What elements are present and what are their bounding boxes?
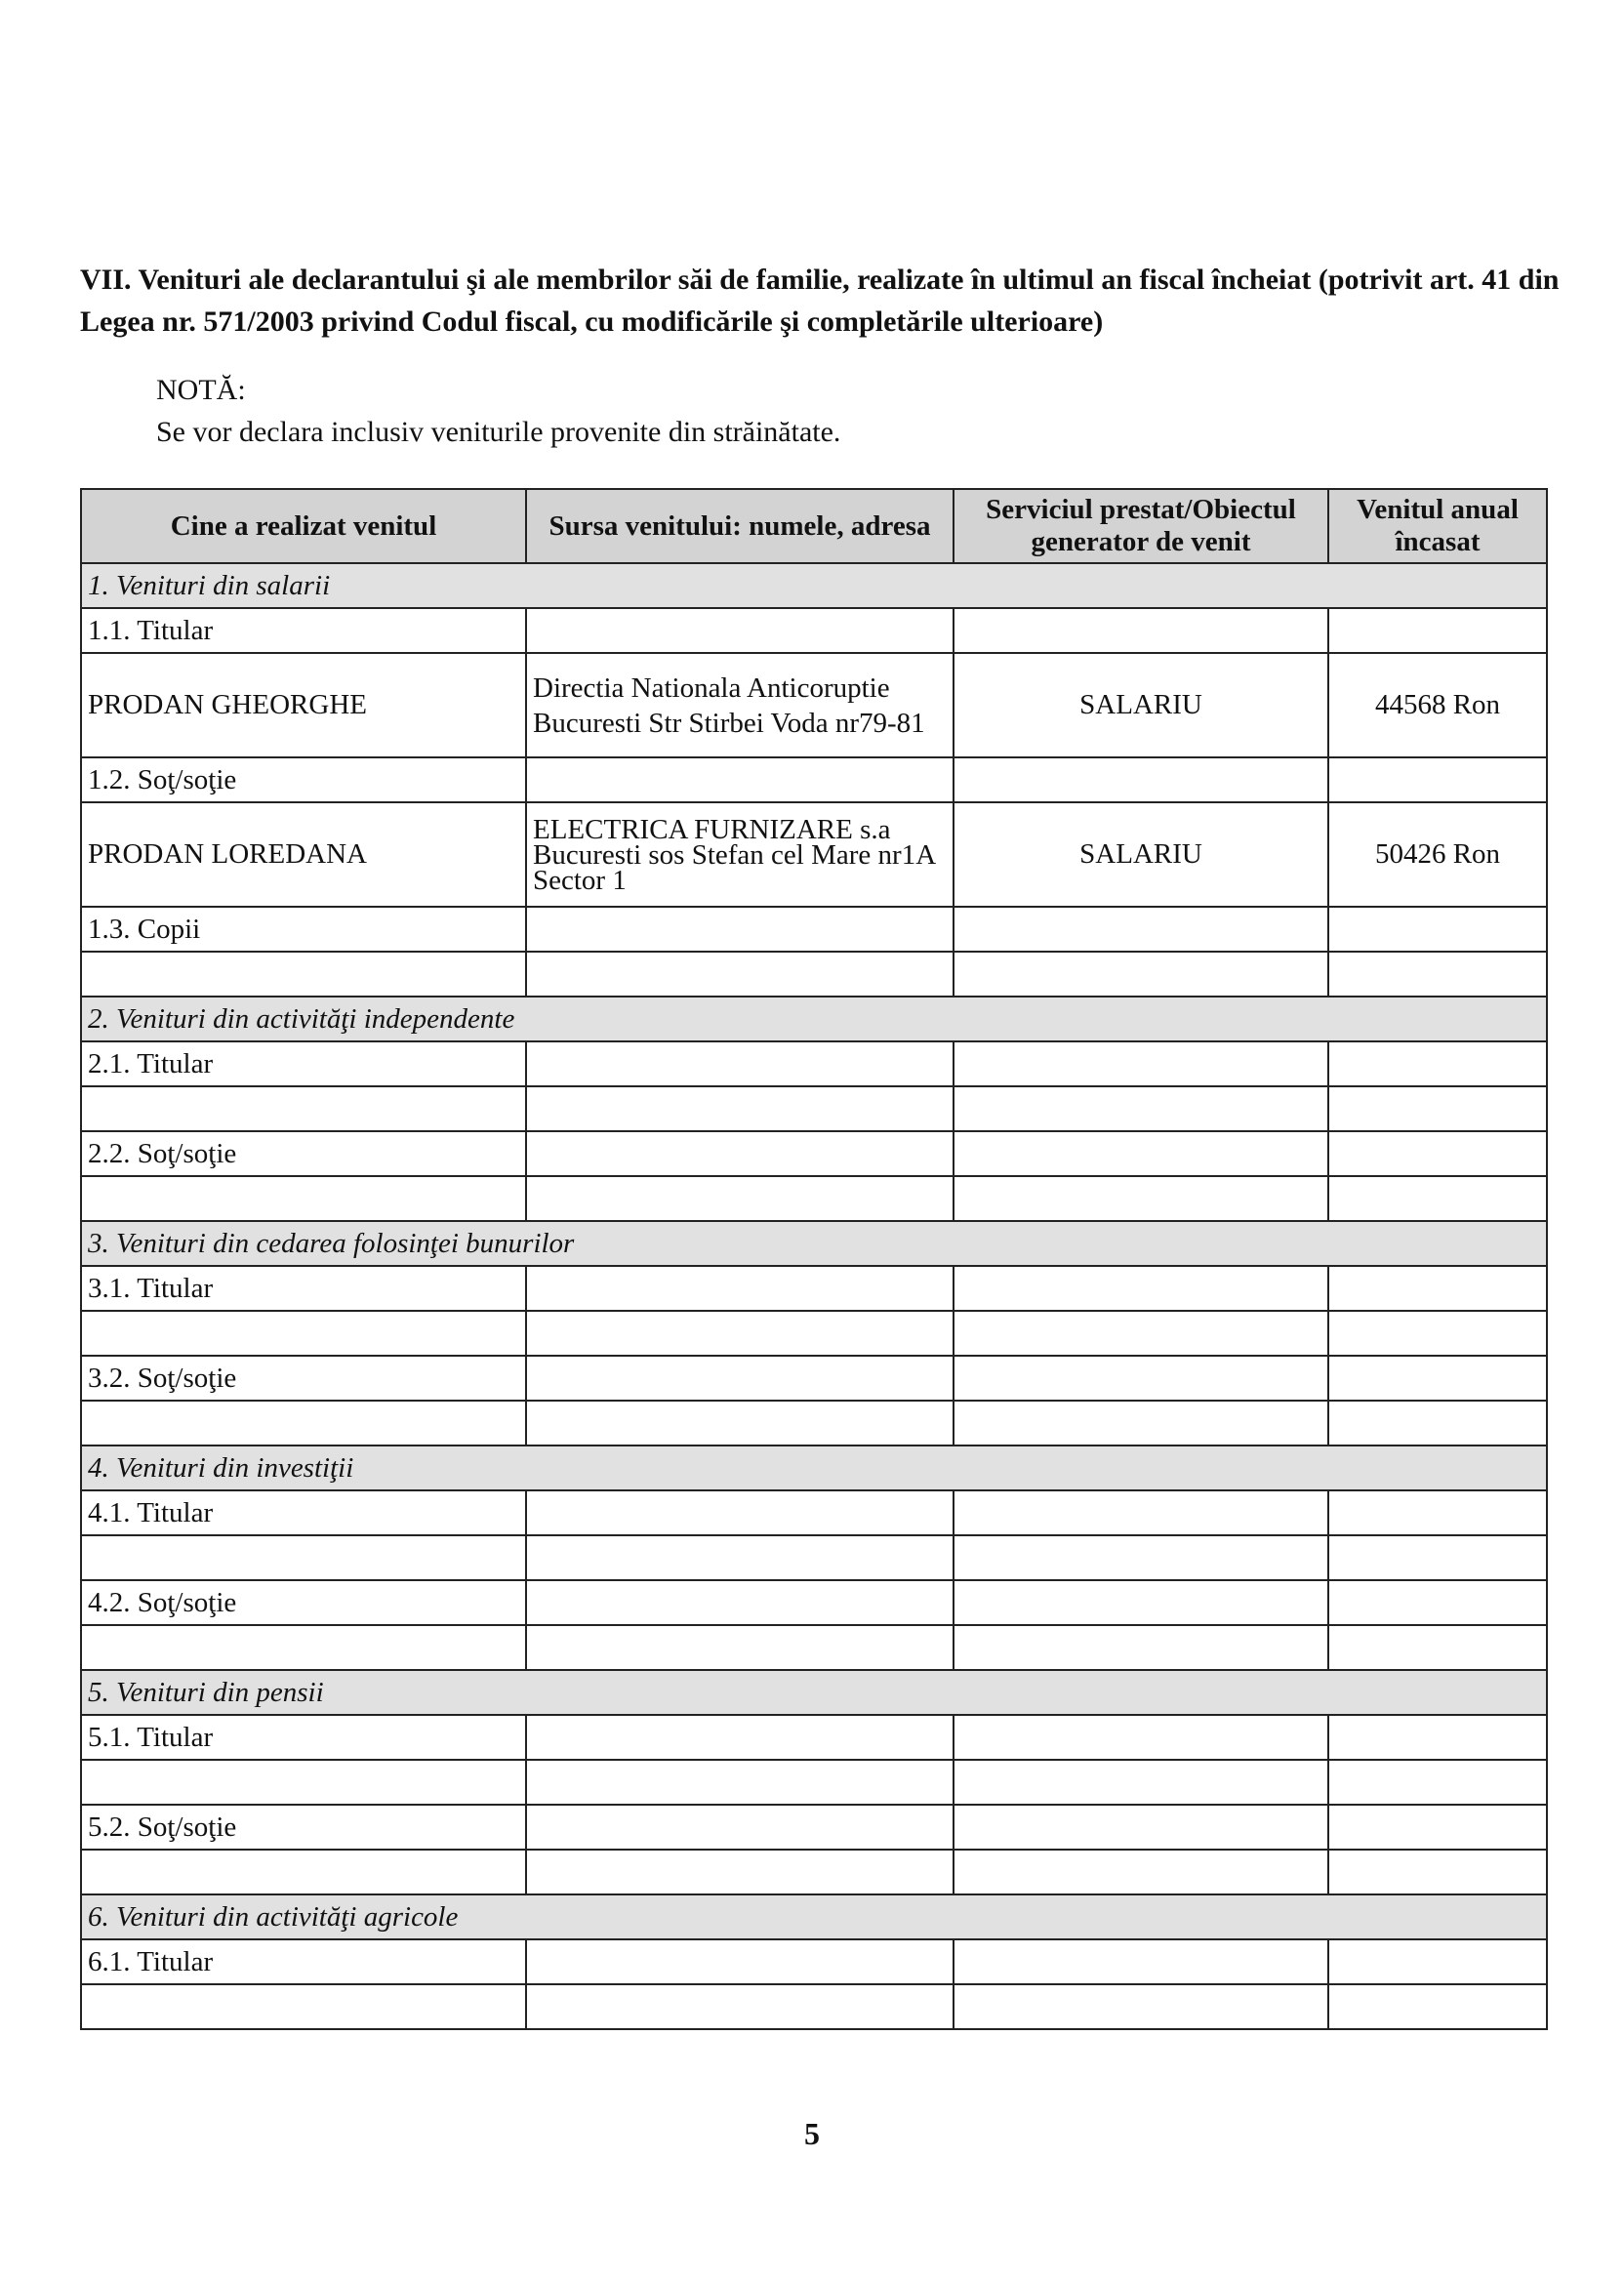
table-row (81, 757, 1547, 802)
section-title: 5. Venituri din pensii (81, 1670, 1547, 1715)
income-service: SALARIU (954, 802, 1328, 907)
income-source: Directia Nationala Anticoruptie Bucuresti Str Stirbei Voda nr79-81 (526, 653, 954, 757)
income-amount: 44568 Ron (1328, 653, 1547, 757)
empty-row (81, 1311, 1547, 1356)
table-row (81, 1131, 1547, 1176)
row-label: 2.1. Titular (81, 1041, 526, 1086)
header-amount: Venitul anual încasat (1328, 489, 1547, 563)
row-label: 2.2. Soţ/soţie (81, 1131, 526, 1176)
section-title: 2. Venituri din activităţi independente (81, 997, 1547, 1041)
section-heading: VII. Venituri ale declarantului şi ale membrilor săi de familie, realizate în ultimul an fiscal încheiat (potrivit art. 41 din Legea nr. 571/2003 privind Codul fiscal, cu modificările şi completările ulterioare) (80, 264, 1560, 338)
header-source: Sursa venitului: numele, adresa (526, 489, 954, 563)
section-row-salaries (81, 563, 1547, 608)
empty-row (81, 1984, 1547, 2029)
row-label: 5.1. Titular (81, 1715, 526, 1760)
table-row (81, 1490, 1547, 1535)
empty-row (81, 1176, 1547, 1221)
income-owner-name: PRODAN LOREDANA (81, 802, 526, 907)
row-label: 1.3. Copii (81, 907, 526, 952)
empty-row (81, 1760, 1547, 1805)
table-row (81, 1041, 1547, 1086)
row-label: 1.2. Soţ/soţie (81, 757, 526, 802)
page-number: 5 (804, 2116, 820, 2151)
income-source: ELECTRICA FURNIZARE s.a Bucuresti sos Stefan cel Mare nr1A Sector 1 (526, 802, 954, 907)
table-row (81, 1939, 1547, 1984)
income-owner-name: PRODAN GHEORGHE (81, 653, 526, 757)
empty-row (81, 1535, 1547, 1580)
section-title: 4. Venituri din investiţii (81, 1445, 1547, 1490)
row-label: 6.1. Titular (81, 1939, 526, 1984)
income-amount: 50426 Ron (1328, 802, 1547, 907)
section-row-agricultural (81, 1894, 1547, 1939)
row-label: 3.2. Soţ/soţie (81, 1356, 526, 1401)
section-row-property-use (81, 1221, 1547, 1266)
empty-row (81, 1850, 1547, 1894)
table-row (81, 1715, 1547, 1760)
note-text: Se vor declara inclusiv veniturile provenite din străinătate. (156, 416, 841, 448)
table-row (81, 1266, 1547, 1311)
section-title: 6. Venituri din activităţi agricole (81, 1894, 1547, 1939)
section-row-pensions (81, 1670, 1547, 1715)
note-title: NOTĂ: (156, 374, 246, 406)
empty-row (81, 1401, 1547, 1445)
header-service: Serviciul prestat/Obiectul generator de venit (954, 489, 1328, 563)
table-row (81, 608, 1547, 653)
row-label: 3.1. Titular (81, 1266, 526, 1311)
income-table (80, 488, 1548, 2030)
table-row (81, 907, 1547, 952)
empty-row (81, 1625, 1547, 1670)
table-row (81, 1805, 1547, 1850)
section-row-investments (81, 1445, 1547, 1490)
empty-row (81, 1086, 1547, 1131)
header-who: Cine a realizat venitul (81, 489, 526, 563)
section-title: 1. Venituri din salarii (81, 563, 1547, 608)
row-label: 4.2. Soţ/soţie (81, 1580, 526, 1625)
section-title: 3. Venituri din cedarea folosinţei bunurilor (81, 1221, 1547, 1266)
row-label: 1.1. Titular (81, 608, 526, 653)
income-entry-row (81, 653, 1547, 757)
row-label: 5.2. Soţ/soţie (81, 1805, 526, 1850)
income-service: SALARIU (954, 653, 1328, 757)
table-row (81, 1580, 1547, 1625)
empty-row (81, 952, 1547, 997)
table-row (81, 1356, 1547, 1401)
table-header-row (81, 489, 1547, 563)
income-entry-row (81, 802, 1547, 907)
row-label: 4.1. Titular (81, 1490, 526, 1535)
section-row-independent (81, 997, 1547, 1041)
